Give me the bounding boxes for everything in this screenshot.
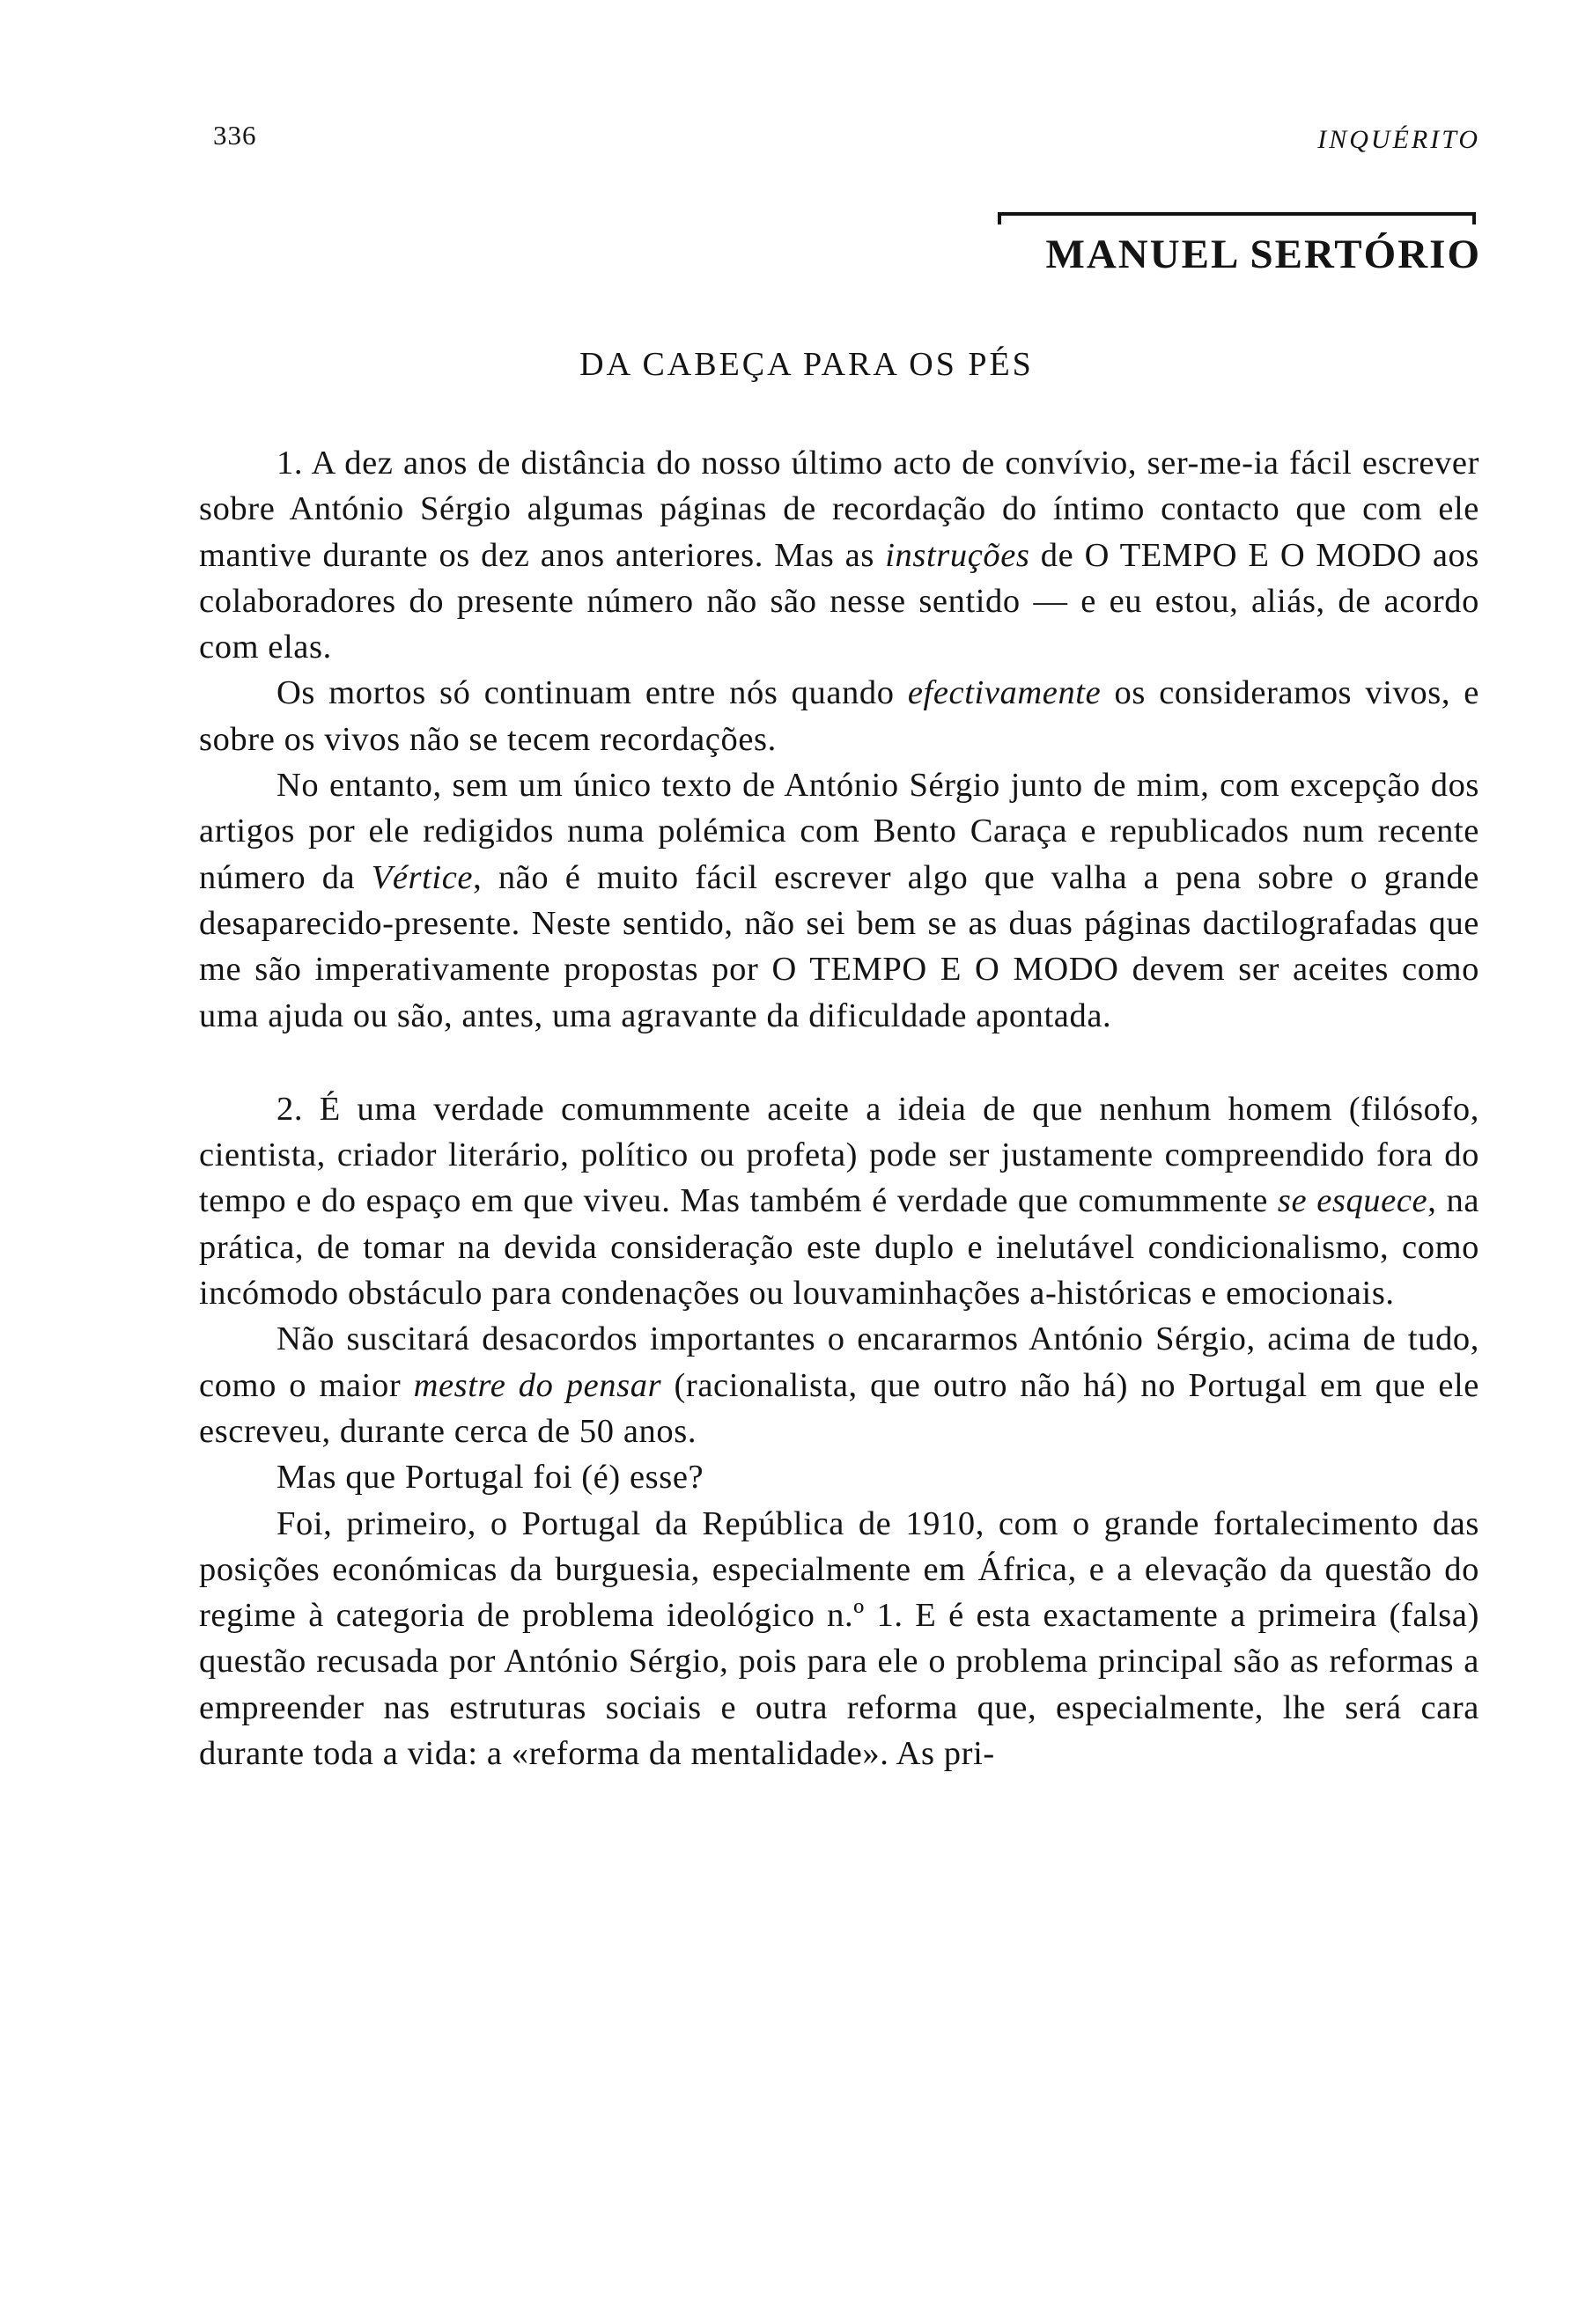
paragraph-4-text-c: , na prática, de tomar na devida consideração este duplo e inelutável condicionalismo, como incómodo obstáculo para condenações ou louvaminhações a-históricas e emocionais. <box>199 1182 1480 1313</box>
author-name: MANUEL SERTÓRIO <box>1045 232 1481 277</box>
paragraph-2-text-c: os consideramos vivos, e sobre os vivos não se tecem recordações. <box>199 674 1479 758</box>
page-number: 336 <box>213 120 257 151</box>
body-text <box>199 440 1479 1776</box>
paragraph-5-text-c: (racionalista, que outro não há) no Portugal em que ele escreveu, durante cerca de 50 anos. <box>199 1366 1479 1450</box>
paragraph-1-text-a: 1. A dez anos de distância do nosso último acto de convívio, ser-me-ia fácil escrever sobre António Sérgio algumas páginas de recordação do íntimo contacto que com ele mantive durante os dez anos anteriores. Mas as <box>199 445 1479 574</box>
paragraph-3 <box>199 762 1479 1039</box>
paragraph-1 <box>199 440 1479 670</box>
paragraph-1-emphasis: instruções <box>885 536 1030 574</box>
paragraph-4 <box>199 1086 1479 1316</box>
paragraph-7: Foi, primeiro, o Portugal da República de 1910, com o grande fortalecimento das posições económicas da burguesia, especialmente em África, e a elevação da questão do regime à categoria de problema ideológico n.º 1. E é esta exactamente a primeira (falsa) questão recusada por António Sérgio, pois para ele o problema principal são as reformas a empreender nas estruturas sociais e outra reforma que, especialmente, lhe será cara durante toda a vida: a «reforma da mentalidade». As pri- <box>199 1504 1479 1773</box>
paragraph-5 <box>199 1316 1479 1454</box>
paragraph-6: Mas que Portugal foi (é) esse? <box>277 1459 704 1497</box>
paragraph-3-text-c: , não é muito fácil escrever algo que valha a pena sobre o grande desaparecido-presente. Neste sentido, não sei bem se as duas páginas dactilografadas que me são imperativamente propostas por O TEMPO E O MODO devem ser aceites como uma ajuda ou são, antes, uma agravante da dificuldade apontada. <box>199 858 1479 1034</box>
paragraph-2 <box>199 670 1479 762</box>
paragraph-3-emphasis: Vértice <box>371 858 474 896</box>
paragraph-4-emphasis: se esquece <box>1277 1182 1428 1220</box>
paragraph-4-text-a: 2. É uma verdade comummente aceite a ideia de que nenhum homem (filósofo, cientista, criador literário, político ou profeta) pode ser justamente compreendido fora do tempo e do espaço em que viveu. Mas também é verdade que comummente <box>199 1090 1479 1220</box>
paragraph-2-text-a: Os mortos só continuam entre nós quando <box>277 674 908 712</box>
running-head: INQUÉRITO <box>1317 125 1480 154</box>
author-rule-divider <box>998 212 1476 216</box>
paragraph-5-text-a: Não suscitará desacordos importantes o encararmos António Sérgio, acima de tudo, como o maior <box>199 1320 1479 1404</box>
paragraph-1-text-c: de O TEMPO E O MODO aos colaboradores do presente número não são nesse sentido — e eu estou, aliás, de acordo com elas. <box>199 536 1479 666</box>
paragraph-5-emphasis: mestre do pensar <box>413 1366 662 1404</box>
paragraph-2-emphasis: efectivamente <box>907 674 1102 712</box>
paragraph-3-text-a: No entanto, sem um único texto de António Sérgio junto de mim, com excepção dos artigos por ele redigidos numa polémica com Bento Caraça e republicados num recente número da <box>199 767 1479 896</box>
essay-title: DA CABEÇA PARA OS PÉS <box>579 346 1034 383</box>
